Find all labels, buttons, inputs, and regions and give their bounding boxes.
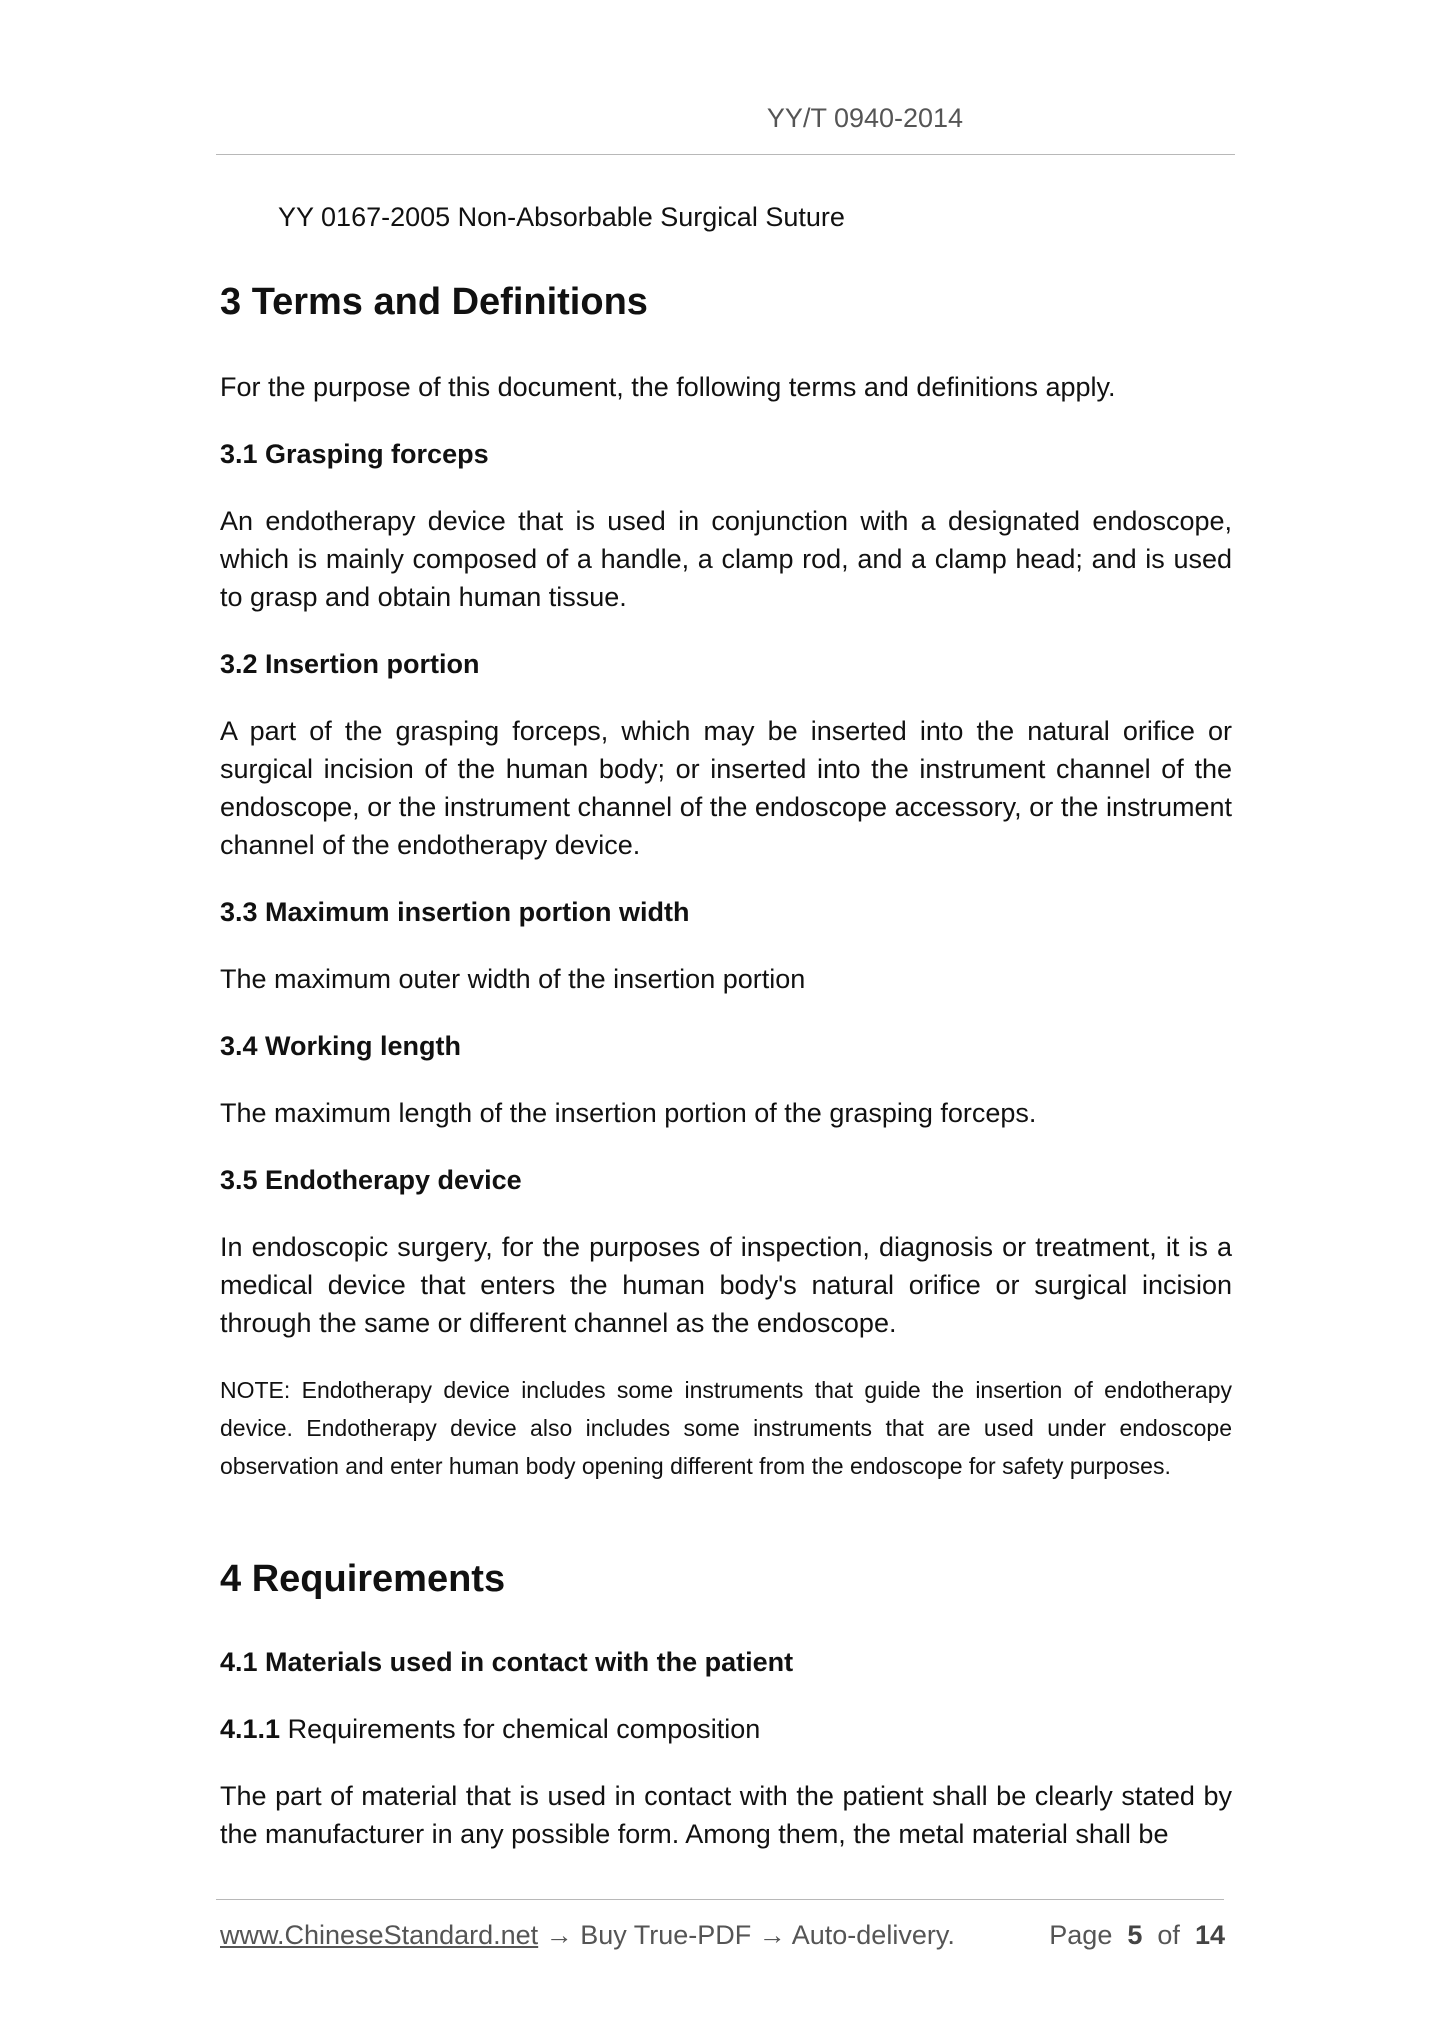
page-header: YY/T 0940-2014: [766, 103, 964, 133]
note-text: NOTE: Endotherapy device includes some instruments that guide the insertion of endotherapy device. Endotherapy device also includes some instruments that are used under endoscope observation and enter human body opening different from the endoscope for safety purposes.: [220, 1377, 1232, 1479]
subsection-4-1-1-body: The part of material that is used in contact with the patient shall be clearly stated by the manufacturer in any possible form. Among them, the metal material shall be: [220, 1781, 1232, 1849]
section-3-intro: For the purpose of this document, the following terms and definitions apply.: [220, 372, 1116, 402]
site-link[interactable]: www.ChineseStandard.net: [220, 1920, 539, 1950]
page-current: 5: [1127, 1920, 1143, 1950]
term-3-5-body: In endoscopic surgery, for the purposes of inspection, diagnosis or treatment, it is a medical device that enters the human body's natural orifice or surgical incision through the same or different channel as the endoscope.: [220, 1232, 1232, 1338]
footer-left: [220, 1917, 955, 1953]
term-3-4-body: The maximum length of the insertion portion of the grasping forceps.: [220, 1098, 1037, 1128]
subsection-4-1-1-title: [220, 1710, 1232, 1748]
page-label: Page: [1049, 1920, 1113, 1950]
page-total: 14: [1194, 1920, 1225, 1950]
term-3-3-body: The maximum outer width of the insertion portion: [220, 964, 806, 994]
term-3-1-body: An endotherapy device that is used in conjunction with a designated endoscope, which is mainly composed of a handle, a clamp rod, and a clamp head; and is used to grasp and obtain human tissue.: [220, 506, 1232, 612]
term-3-2-body: A part of the grasping forceps, which may be inserted into the natural orifice or surgical incision of the human body; or inserted into the instrument channel of the endoscope, or the instrument channel of the endoscope accessory, or the instrument channel of the endotherapy device.: [220, 716, 1232, 860]
subsection-4-1-1-number: 4.1.1: [220, 1714, 281, 1744]
footer-promo: → Buy True-PDF → Auto-delivery.: [545, 1920, 955, 1950]
normative-reference: YY 0167-2005 Non-Absorbable Surgical Suture: [278, 202, 845, 232]
header-divider: [216, 154, 1235, 155]
footer-divider: [216, 1899, 1224, 1900]
of-label: of: [1157, 1920, 1180, 1950]
page-indicator: [1049, 1917, 1225, 1953]
term-3-4-title: 3.4 Working length: [220, 1031, 462, 1061]
section-4-heading: 4 Requirements: [220, 1558, 506, 1600]
page-content: [220, 192, 1232, 1882]
subsection-4-1-title: 4.1 Materials used in contact with the patient: [220, 1647, 794, 1677]
term-3-3-title: 3.3 Maximum insertion portion width: [220, 897, 690, 927]
page-footer: [220, 1917, 1225, 1953]
term-3-2-title: 3.2 Insertion portion: [220, 649, 480, 679]
term-3-1-title: 3.1 Grasping forceps: [220, 439, 489, 469]
term-3-5-title: 3.5 Endotherapy device: [220, 1165, 522, 1195]
section-3-heading: 3 Terms and Definitions: [220, 281, 648, 323]
subsection-4-1-1-label: Requirements for chemical composition: [287, 1714, 761, 1744]
